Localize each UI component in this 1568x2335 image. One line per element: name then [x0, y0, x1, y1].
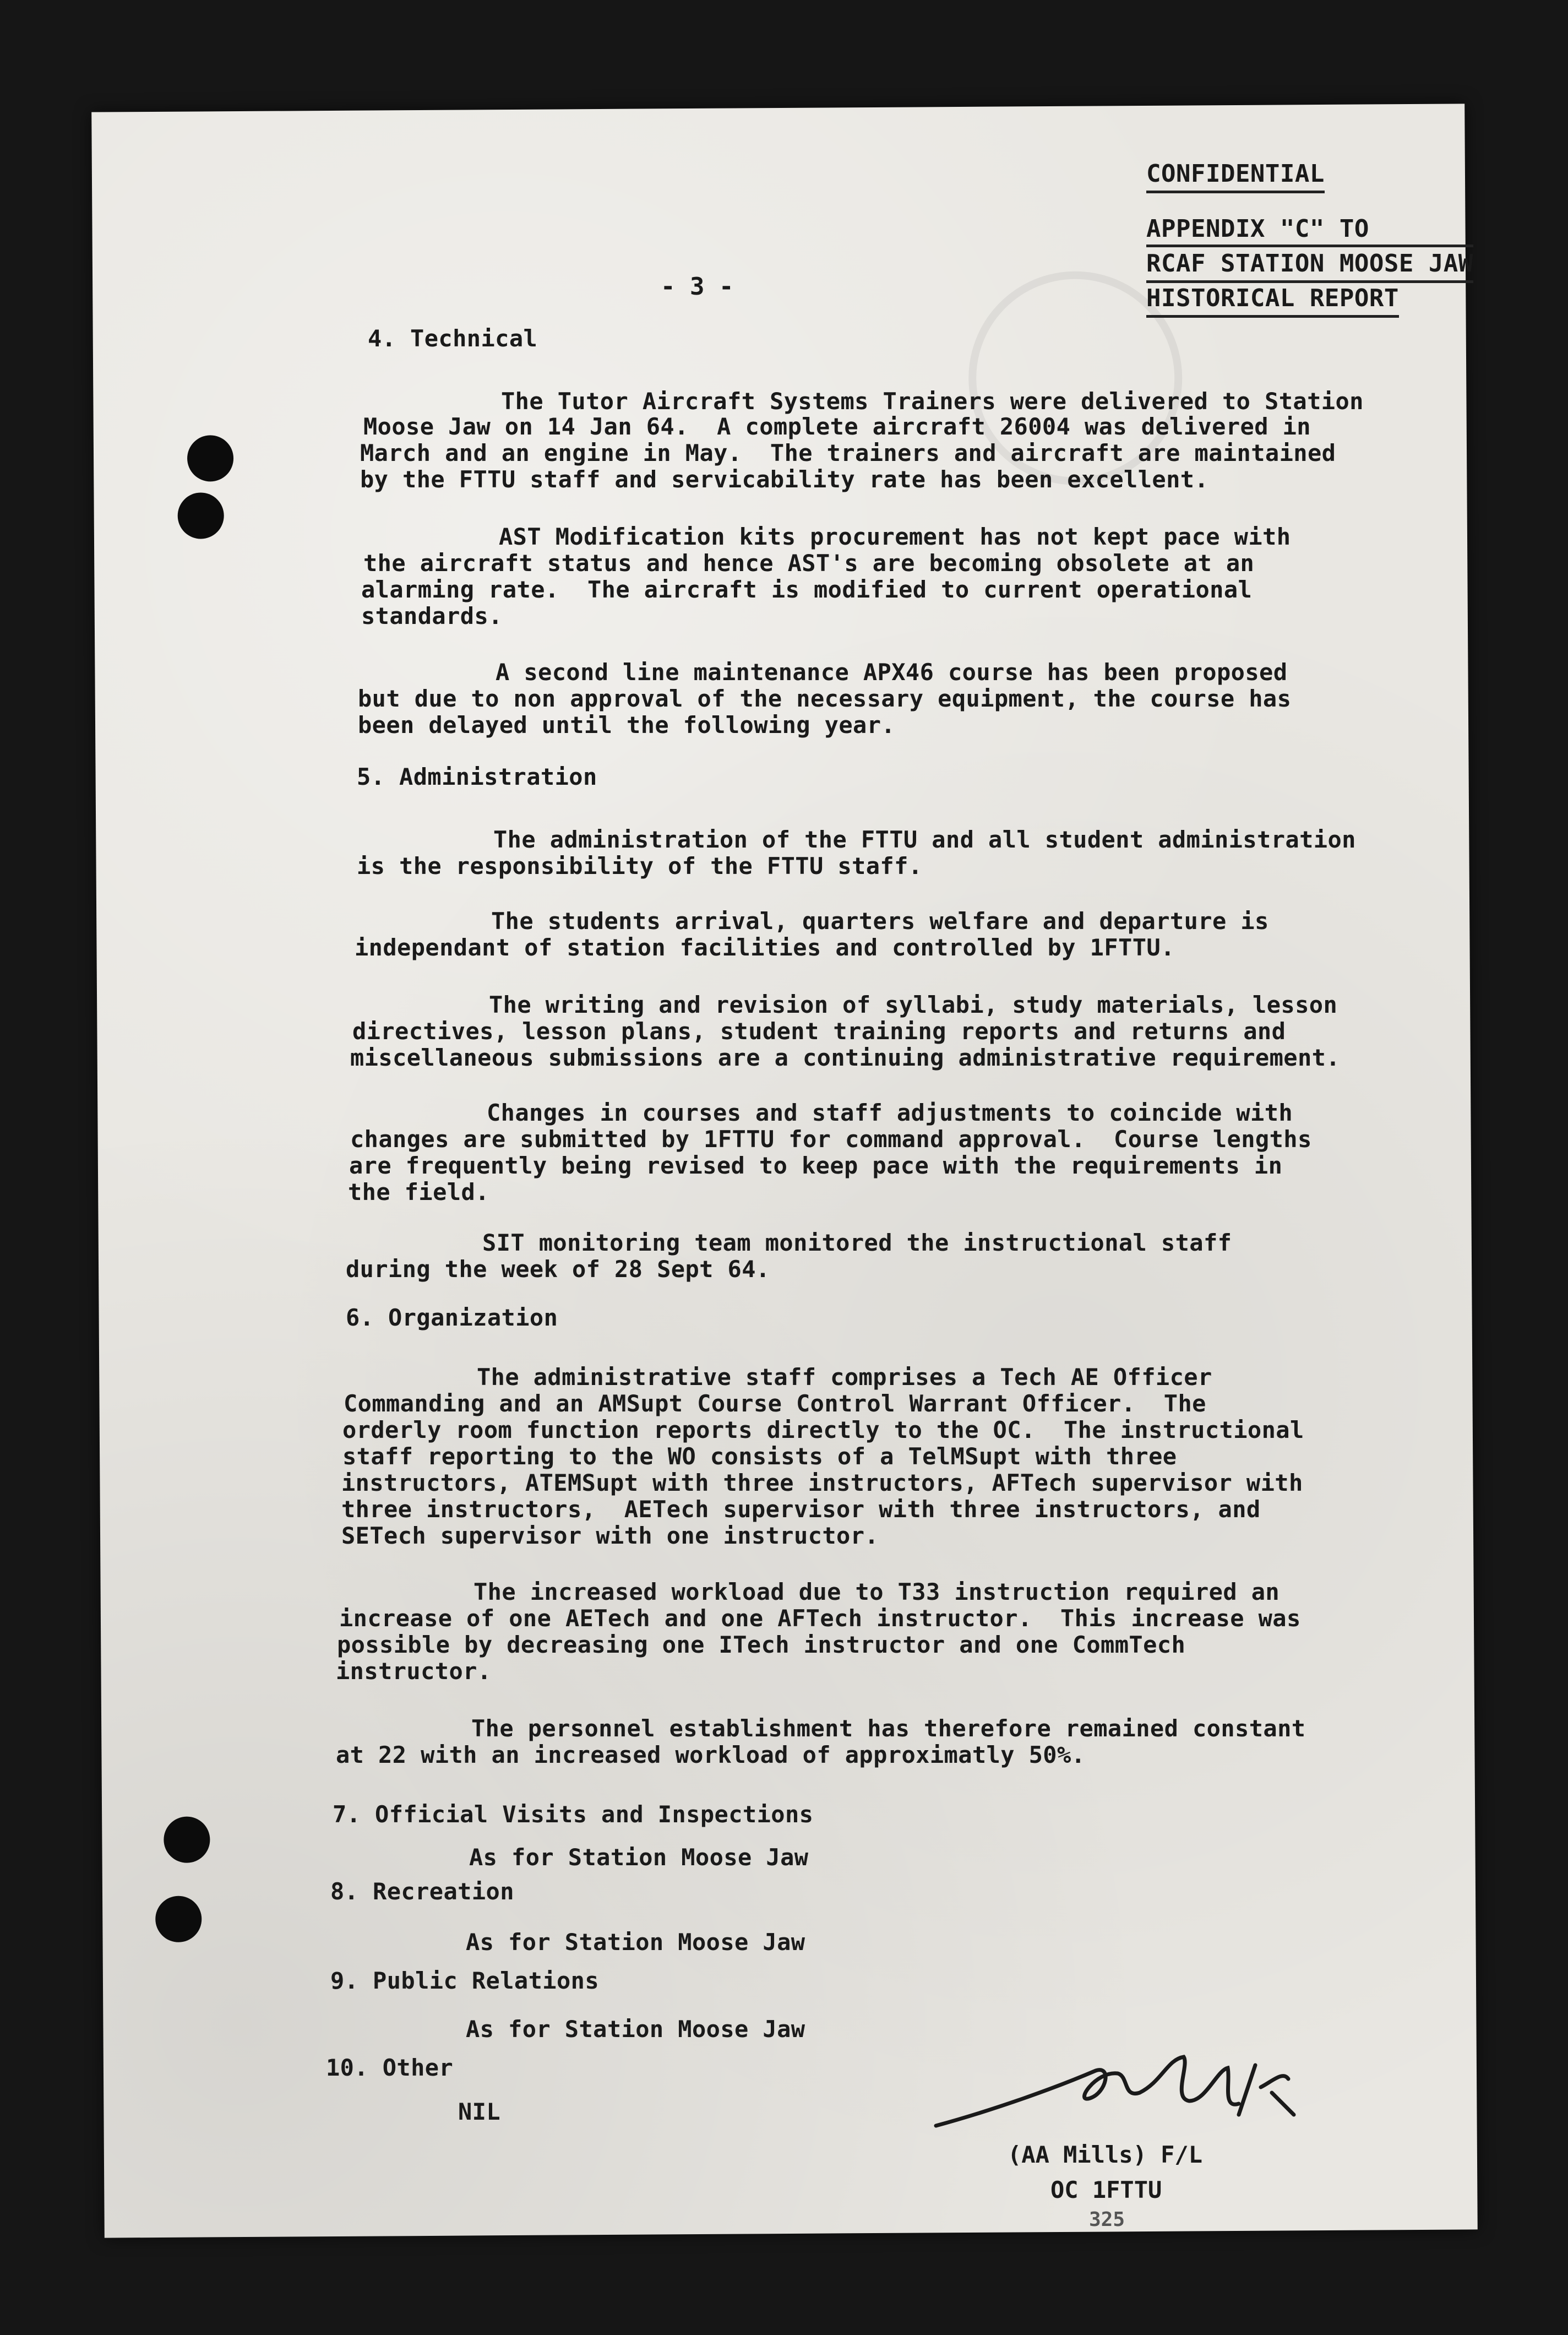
body-line: The increased workload due to T33 instruction required an	[473, 1578, 1280, 1605]
punch-hole	[164, 1816, 210, 1863]
body-line: directives, lesson plans, student training reports and returns and	[352, 1018, 1286, 1045]
body-line: the aircraft status and hence AST's are becoming obsolete at an	[363, 550, 1255, 577]
body-line: orderly room function reports directly to the OC. The instructional	[342, 1416, 1304, 1443]
body-line: NIL	[458, 2098, 501, 2125]
punch-hole	[177, 492, 224, 539]
body-line: The personnel establishment has therefore remained constant	[471, 1715, 1306, 1742]
body-line: As for Station Moose Jaw	[469, 1844, 809, 1871]
body-line: miscellaneous submissions are a continuing administrative requirement.	[350, 1044, 1341, 1071]
appendix-reference	[1146, 214, 1473, 318]
body-line: As for Station Moose Jaw	[466, 1929, 805, 1956]
signatory-name: (AA Mills) F/L	[1008, 2141, 1203, 2168]
body-line: instructors, ATEMSupt with three instructors, AFTech supervisor with	[341, 1469, 1303, 1496]
section-heading: 5. Administration	[357, 763, 597, 790]
body-line: changes are submitted by 1FTTU for command approval. Course lengths	[350, 1126, 1312, 1153]
body-line: but due to non approval of the necessary equipment, the course has	[358, 685, 1292, 712]
body-line: Changes in courses and staff adjustments to coincide with	[487, 1099, 1293, 1126]
body-line: increase of one AETech and one AFTech instructor. This increase was	[339, 1605, 1301, 1632]
signatory-title: OC 1FTTU	[1050, 2176, 1162, 2203]
body-line: standards.	[361, 602, 503, 629]
body-line: independant of station facilities and controlled by 1FTTU.	[355, 934, 1175, 961]
body-line: As for Station Moose Jaw	[466, 2016, 805, 2043]
body-line: during the week of 28 Sept 64.	[346, 1256, 770, 1283]
body-line: March and an engine in May. The trainers and aircraft are maintained	[360, 439, 1336, 466]
body-line: alarming rate. The aircraft is modified to current operational	[361, 576, 1253, 603]
punch-hole	[155, 1896, 202, 1942]
page-number: - 3 -	[661, 273, 734, 301]
section-heading: 6. Organization	[346, 1304, 558, 1331]
body-line: been delayed until the following year.	[358, 712, 896, 738]
body-line: The Tutor Aircraft Systems Trainers were delivered to Station	[501, 388, 1364, 415]
section-heading: 9. Public Relations	[330, 1967, 600, 1994]
section-heading: 10. Other	[326, 2054, 454, 2081]
body-line: at 22 with an increased workload of approximatly 50%.	[336, 1741, 1086, 1768]
folio-number: 325	[1089, 2208, 1125, 2231]
body-line: the field.	[348, 1179, 489, 1205]
body-line: are frequently being revised to keep pace with the requirements in	[349, 1152, 1283, 1179]
body-line: The students arrival, quarters welfare and departure is	[491, 908, 1269, 935]
body-line: possible by decreasing one ITech instructor and one CommTech	[337, 1631, 1186, 1658]
body-line: Moose Jaw on 14 Jan 64. A complete aircraft 26004 was delivered in	[363, 413, 1311, 440]
appendix-line: HISTORICAL REPORT	[1146, 283, 1399, 318]
classification-marking: CONFIDENTIAL	[1146, 159, 1325, 193]
body-line: staff reporting to the WO consists of a TelMSupt with three	[342, 1443, 1177, 1470]
appendix-line: APPENDIX "C" TO	[1146, 215, 1369, 243]
body-line: instructor.	[336, 1658, 492, 1685]
body-line: three instructors, AETech supervisor with three instructors, and	[341, 1496, 1261, 1523]
body-line: SETech supervisor with one instructor.	[341, 1522, 879, 1549]
section-heading: 4. Technical	[368, 325, 538, 352]
body-line: The administrative staff comprises a Tech AE Officer	[477, 1364, 1212, 1391]
body-line: is the responsibility of the FTTU staff.	[357, 852, 923, 879]
section-heading: 7. Official Visits and Inspections	[333, 1801, 814, 1828]
signature-mark	[930, 2049, 1349, 2131]
body-line: The administration of the FTTU and all student administration	[493, 826, 1356, 853]
body-line: A second line maintenance APX46 course has been proposed	[496, 659, 1288, 686]
punch-hole	[187, 435, 234, 482]
section-heading: 8. Recreation	[330, 1878, 514, 1905]
body-line: AST Modification kits procurement has not kept pace with	[499, 523, 1291, 550]
body-line: SIT monitoring team monitored the instructional staff	[482, 1229, 1232, 1256]
body-line: The writing and revision of syllabi, study materials, lesson	[489, 991, 1338, 1018]
body-line: by the FTTU staff and servicability rate has been excellent.	[360, 466, 1209, 493]
appendix-line: RCAF STATION MOOSE JAW	[1146, 245, 1473, 283]
body-line: Commanding and an AMSupt Course Control Warrant Officer. The	[344, 1390, 1206, 1417]
